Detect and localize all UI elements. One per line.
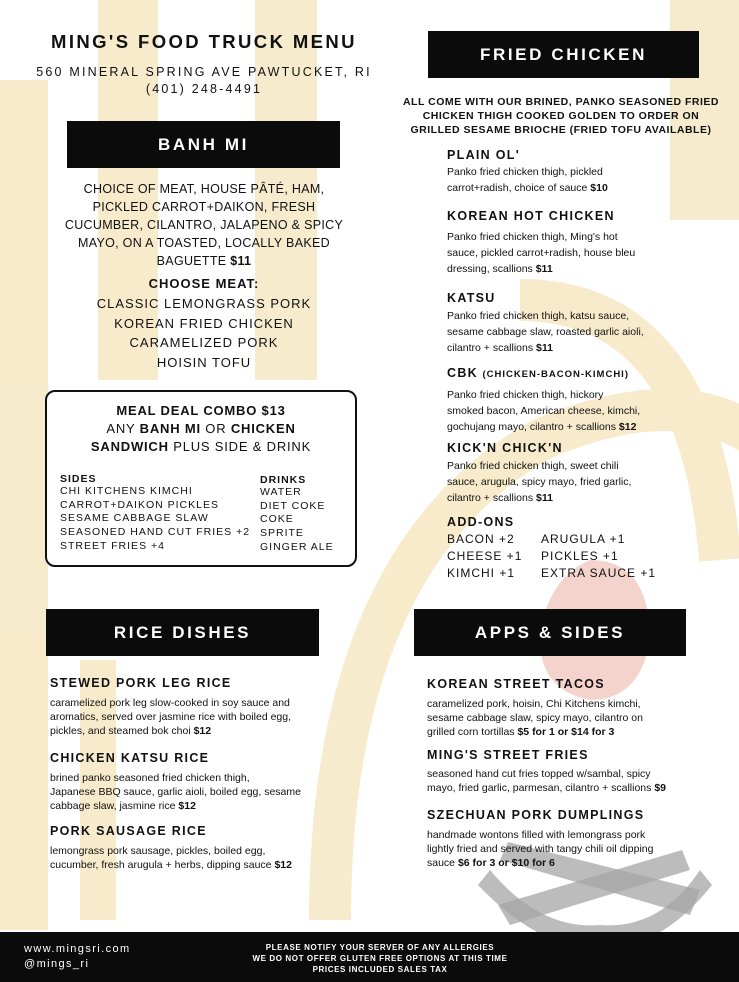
item-description (447, 230, 737, 277)
drink-item: DIET COKE (260, 499, 326, 512)
item-description (50, 696, 350, 738)
item-description (447, 459, 737, 506)
choose-meat-label: CHOOSE MEAT: (148, 276, 260, 291)
item-price: $11 (535, 262, 553, 275)
item-name: MING'S STREET FRIES (427, 748, 589, 762)
item-description (447, 388, 737, 435)
menu-item-chicken-katsu-rice (50, 751, 350, 813)
item-description-text: carrot+radish, choice of sauce (447, 181, 588, 194)
meal-deal-text: PLUS SIDE & DRINK (168, 439, 312, 454)
item-description (447, 309, 737, 356)
item-price: $12 (193, 725, 212, 737)
banh-mi-description (58, 180, 350, 270)
address-block (18, 64, 390, 98)
menu-item-stewed-pork-leg-rice (50, 676, 350, 738)
item-description-line (447, 262, 737, 278)
item-description-text: cilantro + scallions (447, 491, 534, 504)
item-name-row (447, 364, 737, 382)
item-description-line: Panko fried chicken thigh, Ming's hot (447, 231, 618, 243)
item-description-line (427, 856, 727, 870)
item-description-text: cilantro + scallions (447, 341, 534, 354)
menu-item-mings-street-fries (427, 748, 727, 795)
apps-sides-heading: APPS & SIDES (474, 622, 626, 642)
item-description-line: aromatics, served over jasmine rice with boiled egg, (50, 711, 292, 723)
item-description-line: seasoned hand cut fries topped w/sambal, spicy (427, 768, 651, 780)
item-description-line (427, 781, 727, 795)
item-description-text: grilled corn tortillas (427, 726, 515, 738)
side-item: CHI KITCHENS KIMCHI (60, 485, 193, 497)
footer-notice: PLEASE NOTIFY YOUR SERVER OF ANY ALLERGIES (265, 943, 495, 952)
item-description (427, 697, 727, 739)
item-description-text: cabbage slaw, jasmine rice (50, 800, 176, 812)
meal-deal-text: OR (200, 421, 231, 436)
menu-item-plain-ol (447, 148, 737, 197)
item-description-line (50, 799, 350, 813)
rice-dishes-heading: RICE DISHES (113, 622, 252, 642)
banh-mi-heading: BANH MI (158, 134, 249, 154)
item-description-line: Panko fried chicken thigh, hickory (447, 389, 604, 401)
meat-option: CARAMELIZED PORK (129, 335, 279, 350)
item-name: CBK (447, 366, 478, 380)
footer-notice: PRICES INCLUDED SALES TAX (312, 965, 448, 974)
item-description-line: sauce, pickled carrot+radish, house bleu (447, 246, 636, 259)
drink-item: GINGER ALE (260, 540, 334, 553)
menu-item-korean-street-tacos (427, 677, 727, 739)
item-name: SZECHUAN PORK DUMPLINGS (427, 808, 645, 822)
item-price: $10 (590, 181, 608, 194)
side-item: SESAME CABBAGE SLAW (60, 512, 209, 525)
meal-deal-description (45, 420, 357, 456)
item-description-line: handmade wontons filled with lemongrass pork (427, 829, 646, 841)
fried-chicken-heading: FRIED CHICKEN (480, 44, 647, 64)
item-description-text: sauce (427, 857, 456, 869)
item-description-line (50, 858, 350, 872)
addon-item: KIMCHI +1 (447, 566, 516, 580)
item-price: $11 (536, 341, 553, 354)
item-price: $12 (274, 859, 292, 871)
item-description-line (447, 420, 737, 436)
item-description-text: pickles, and steamed bok choi (50, 725, 191, 737)
item-description-line: caramelized pork, hoisin, Chi Kitchens kimchi, (427, 698, 641, 710)
item-price: $9 (654, 782, 666, 794)
item-name: PORK SAUSAGE RICE (50, 824, 207, 838)
item-description-line: sesame cabbage slaw, spicy mayo, cilantro on (427, 712, 643, 724)
addon-item: CHEESE +1 (447, 549, 523, 563)
item-description (447, 165, 737, 197)
item-name: PLAIN OL' (447, 148, 521, 162)
item-description-line: sesame cabbage slaw, roasted garlic aioli, (447, 325, 644, 338)
addon-item: BACON +2 (447, 532, 515, 546)
footer-notice: WE DO NOT OFFER GLUTEN FREE OPTIONS AT THIS TIME (252, 954, 508, 963)
item-description-line (447, 341, 737, 357)
item-name: KOREAN HOT CHICKEN (447, 209, 615, 223)
item-price: $11 (536, 491, 553, 504)
meat-option: KOREAN FRIED CHICKEN (114, 315, 294, 331)
meal-deal-text: SANDWICH (90, 439, 169, 454)
addons-left-column (447, 531, 522, 582)
meat-list (58, 294, 350, 372)
item-description-text: mayo, fried garlic, parmesan, cilantro + scallions (427, 782, 652, 794)
apps-sides-heading-bar (414, 609, 686, 656)
banh-mi-description-text: CHOICE OF MEAT, HOUSE PÂTÉ, HAM, PICKLED CARROT+DAIKON, FRESH CUCUMBER, CILANTRO, JALAPENO & SPICY MAYO, ON A TOASTED, LOCALLY BAKED BAGUETTE (64, 182, 344, 268)
item-price: $12 (178, 800, 196, 812)
item-subtitle: (CHICKEN-BACON-KIMCHI) (482, 369, 629, 380)
menu-item-korean-hot-chicken (447, 209, 737, 277)
item-price: $6 for 3 or $10 for 6 (457, 857, 555, 869)
menu-item-katsu (447, 291, 737, 356)
meal-deal-text: ANY (106, 421, 140, 436)
menu-item-kickn-chickn (447, 441, 737, 506)
banh-mi-price: $11 (230, 254, 252, 268)
footer-notices (190, 942, 570, 975)
item-description-line: Panko fried chicken thigh, katsu sauce, (447, 310, 630, 322)
drink-item: COKE (260, 513, 294, 526)
sides-list (60, 485, 250, 554)
addons-label: ADD-ONS (447, 515, 515, 529)
item-name: STEWED PORK LEG RICE (50, 676, 232, 690)
item-description-line: lemongrass pork sausage, pickles, boiled egg, (50, 845, 266, 857)
rice-dishes-heading-bar (46, 609, 319, 656)
meal-deal-line (45, 420, 357, 438)
meal-deal-text: CHICKEN (230, 421, 296, 436)
item-description-line (427, 725, 727, 739)
item-name: KICK'N CHICK'N (447, 441, 563, 455)
item-description-text: dressing, scallions (447, 262, 533, 275)
item-description-line: lightly fried and served with tangy chili oil dipping (427, 843, 654, 855)
item-description-text: gochujang mayo, cilantro + scallions (447, 420, 616, 433)
sides-column (60, 473, 250, 554)
meal-deal-title: MEAL DEAL COMBO $13 (116, 403, 286, 418)
item-description-line: Japanese BBQ sauce, garlic aioli, boiled egg, sesame (50, 786, 301, 798)
item-description-line: Panko fried chicken thigh, sweet chili (447, 460, 619, 472)
item-description-line: brined panko seasoned fried chicken thigh, (50, 772, 250, 784)
side-item: CARROT+DAIKON PICKLES (60, 498, 219, 511)
drinks-label: DRINKS (260, 474, 307, 486)
website-link[interactable]: www.mingsri.com (24, 943, 131, 955)
drink-item: WATER (260, 486, 302, 498)
address: 560 MINERAL SPRING AVE PAWTUCKET, RI (36, 65, 372, 79)
fried-chicken-description: ALL COME WITH OUR BRINED, PANKO SEASONED FRIED CHICKEN THIGH COOKED GOLDEN TO ORDER ON GRILLED SESAME BRIOCHE (FRIED TOFU AVAILABLE) (402, 96, 720, 136)
menu-item-pork-sausage-rice (50, 824, 350, 872)
item-price: $5 for 1 or $14 for 3 (517, 726, 615, 738)
sides-label: SIDES (60, 473, 97, 485)
item-name: KOREAN STREET TACOS (427, 677, 605, 691)
drinks-list (260, 486, 334, 555)
page-title: MING'S FOOD TRUCK MENU (51, 31, 357, 52)
item-description (427, 828, 727, 870)
addons-right-column (541, 531, 656, 582)
side-item: STREET FRIES +4 (60, 539, 165, 552)
addon-item: EXTRA SAUCE +1 (541, 566, 657, 580)
item-description (427, 767, 727, 795)
item-description-text: cucumber, fresh arugula + herbs, dipping sauce (50, 859, 272, 871)
item-description (50, 771, 350, 813)
meat-option: HOISIN TOFU (156, 354, 252, 370)
side-item: SEASONED HAND CUT FRIES +2 (60, 526, 251, 539)
meal-deal-line (45, 438, 357, 456)
menu-item-szechuan-pork-dumplings (427, 808, 727, 870)
addon-item: ARUGULA +1 (541, 532, 626, 546)
footer-contact (24, 942, 131, 972)
fried-chicken-heading-bar (428, 31, 699, 78)
meat-option: CLASSIC LEMONGRASS PORK (96, 296, 312, 311)
drink-item: SPRITE (260, 527, 304, 540)
menu-item-cbk (447, 364, 737, 435)
phone: (401) 248-4491 (145, 82, 263, 96)
item-name: CHICKEN KATSU RICE (50, 751, 210, 765)
drinks-column (260, 474, 334, 555)
item-price: $12 (618, 420, 637, 433)
social-handle[interactable]: @mings_ri (24, 958, 90, 970)
item-description-line: Panko fried chicken thigh, pickled (447, 166, 603, 178)
item-description (50, 844, 350, 872)
item-description-line: sauce, arugula, spicy mayo, fried garlic, (447, 475, 632, 488)
banh-mi-heading-bar (67, 121, 340, 168)
item-name: KATSU (447, 291, 496, 305)
meal-deal-text: BANH MI (139, 421, 201, 436)
item-description-line (50, 724, 350, 738)
item-description-line: smoked bacon, American cheese, kimchi, (447, 404, 641, 417)
item-description-line (447, 491, 737, 507)
addon-item: PICKLES +1 (541, 549, 619, 563)
item-description-line (447, 181, 737, 197)
item-description-line: caramelized pork leg slow-cooked in soy sauce and (50, 697, 290, 709)
